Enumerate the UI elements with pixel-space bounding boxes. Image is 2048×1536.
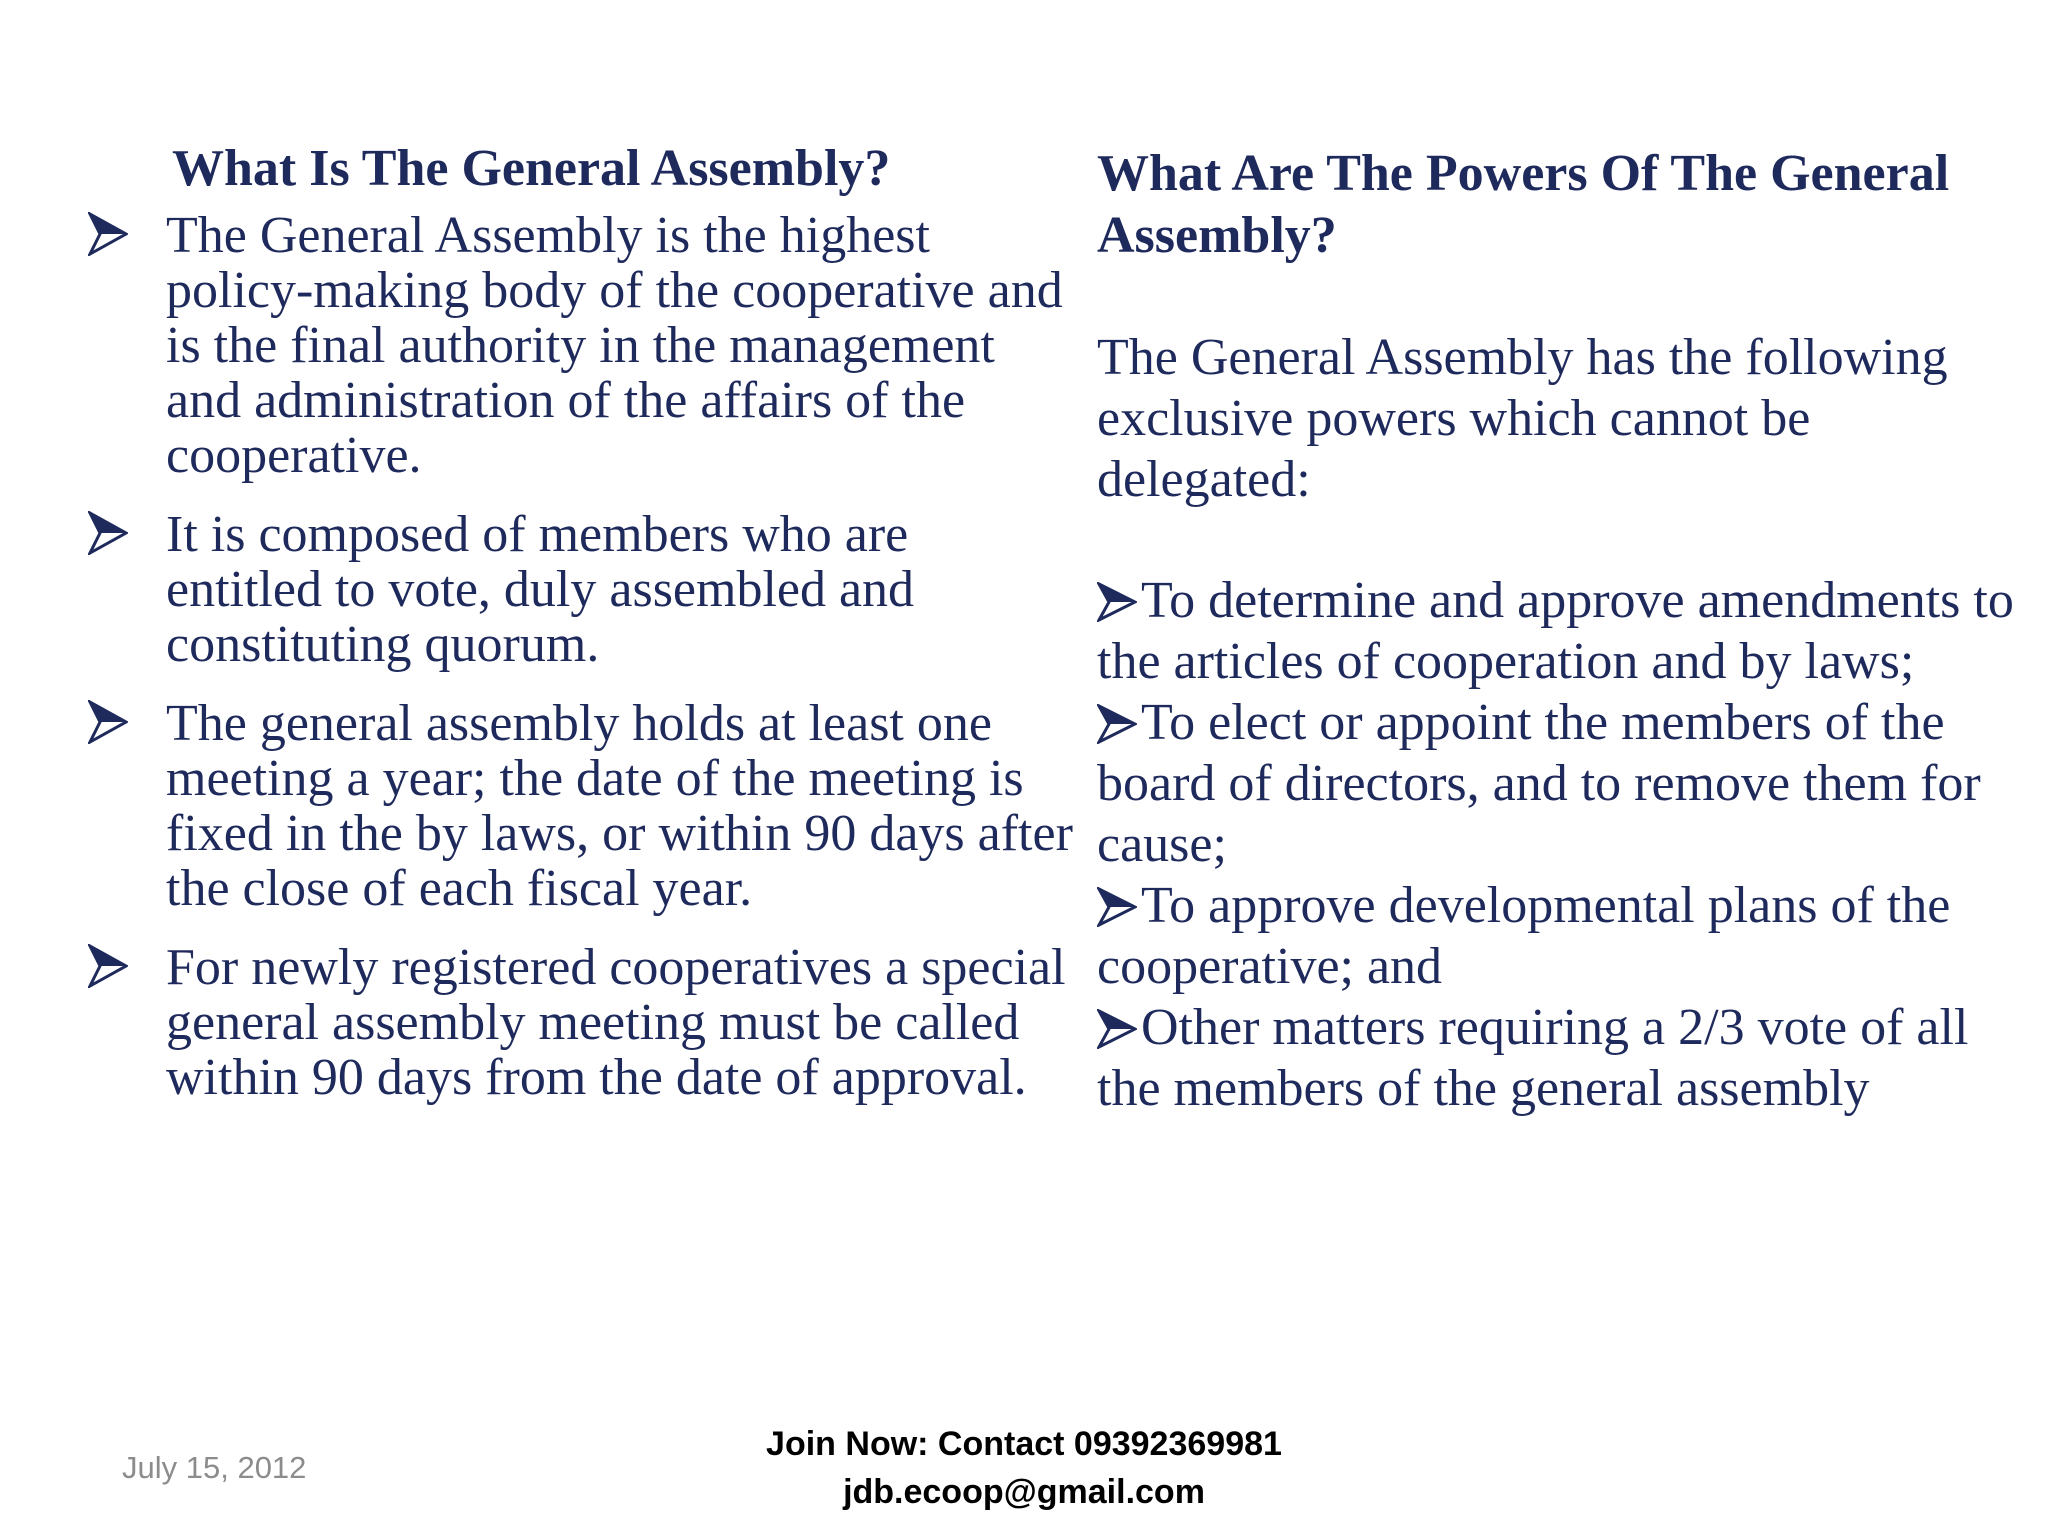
list-item-text: The General Assembly is the highest policy-making body of the cooperative and is the final authority in the management and administration of the affairs of the cooperative. bbox=[166, 207, 1063, 484]
left-heading: What Is The General Assembly? bbox=[172, 140, 891, 197]
footer-date: July 15, 2012 bbox=[122, 1450, 307, 1485]
arrowhead-bullet-icon bbox=[88, 700, 128, 744]
arrowhead-bullet-icon bbox=[88, 944, 128, 988]
list-item bbox=[84, 696, 1074, 916]
left-bullet-list bbox=[84, 208, 1074, 1129]
right-heading: What Are The Powers Of The General Assembly? bbox=[1097, 145, 1950, 264]
list-item-text: To approve developmental plans of the cooperative; and bbox=[1097, 877, 1951, 995]
arrowhead-bullet-icon bbox=[1097, 887, 1137, 927]
list-item bbox=[84, 208, 1074, 483]
list-item-text: The general assembly holds at least one meeting a year; the date of the meeting is fixed in the by laws, or within 90 days after the close of each fiscal year. bbox=[166, 695, 1073, 917]
arrowhead-bullet-icon bbox=[1097, 582, 1137, 622]
list-item-text: For newly registered cooperatives a special general assembly meeting must be called within 90 days from the date of approval. bbox=[166, 939, 1066, 1106]
arrowhead-bullet-icon bbox=[88, 212, 128, 256]
list-item-text: It is composed of members who are entitled to vote, duly assembled and constituting quorum. bbox=[166, 506, 915, 673]
arrowhead-bullet-icon bbox=[88, 511, 128, 555]
contact-email-line: jdb.ecoop@gmail.com bbox=[843, 1473, 1205, 1511]
list-item bbox=[1097, 692, 2017, 875]
right-intro-text: The General Assembly has the following exclusive powers which cannot be delegated: bbox=[1097, 329, 1948, 508]
list-item-text: To determine and approve amendments to the articles of cooperation and by laws; bbox=[1097, 572, 2014, 690]
right-column bbox=[1097, 143, 2017, 1119]
right-bullet-list bbox=[1097, 570, 2017, 1119]
list-item bbox=[84, 940, 1074, 1105]
list-item-text: Other matters requiring a 2/3 vote of all the members of the general assembly bbox=[1097, 999, 1969, 1117]
list-item-text: To elect or appoint the members of the board of directors, and to remove them for cause; bbox=[1097, 694, 1981, 873]
list-item bbox=[1097, 875, 2017, 997]
arrowhead-bullet-icon bbox=[1097, 704, 1137, 744]
contact-phone-line: Join Now: Contact 09392369981 bbox=[766, 1425, 1282, 1463]
list-item bbox=[84, 507, 1074, 672]
footer-contact bbox=[624, 1420, 1424, 1516]
list-item bbox=[1097, 570, 2017, 692]
list-item bbox=[1097, 997, 2017, 1119]
arrowhead-bullet-icon bbox=[1097, 1009, 1137, 1049]
